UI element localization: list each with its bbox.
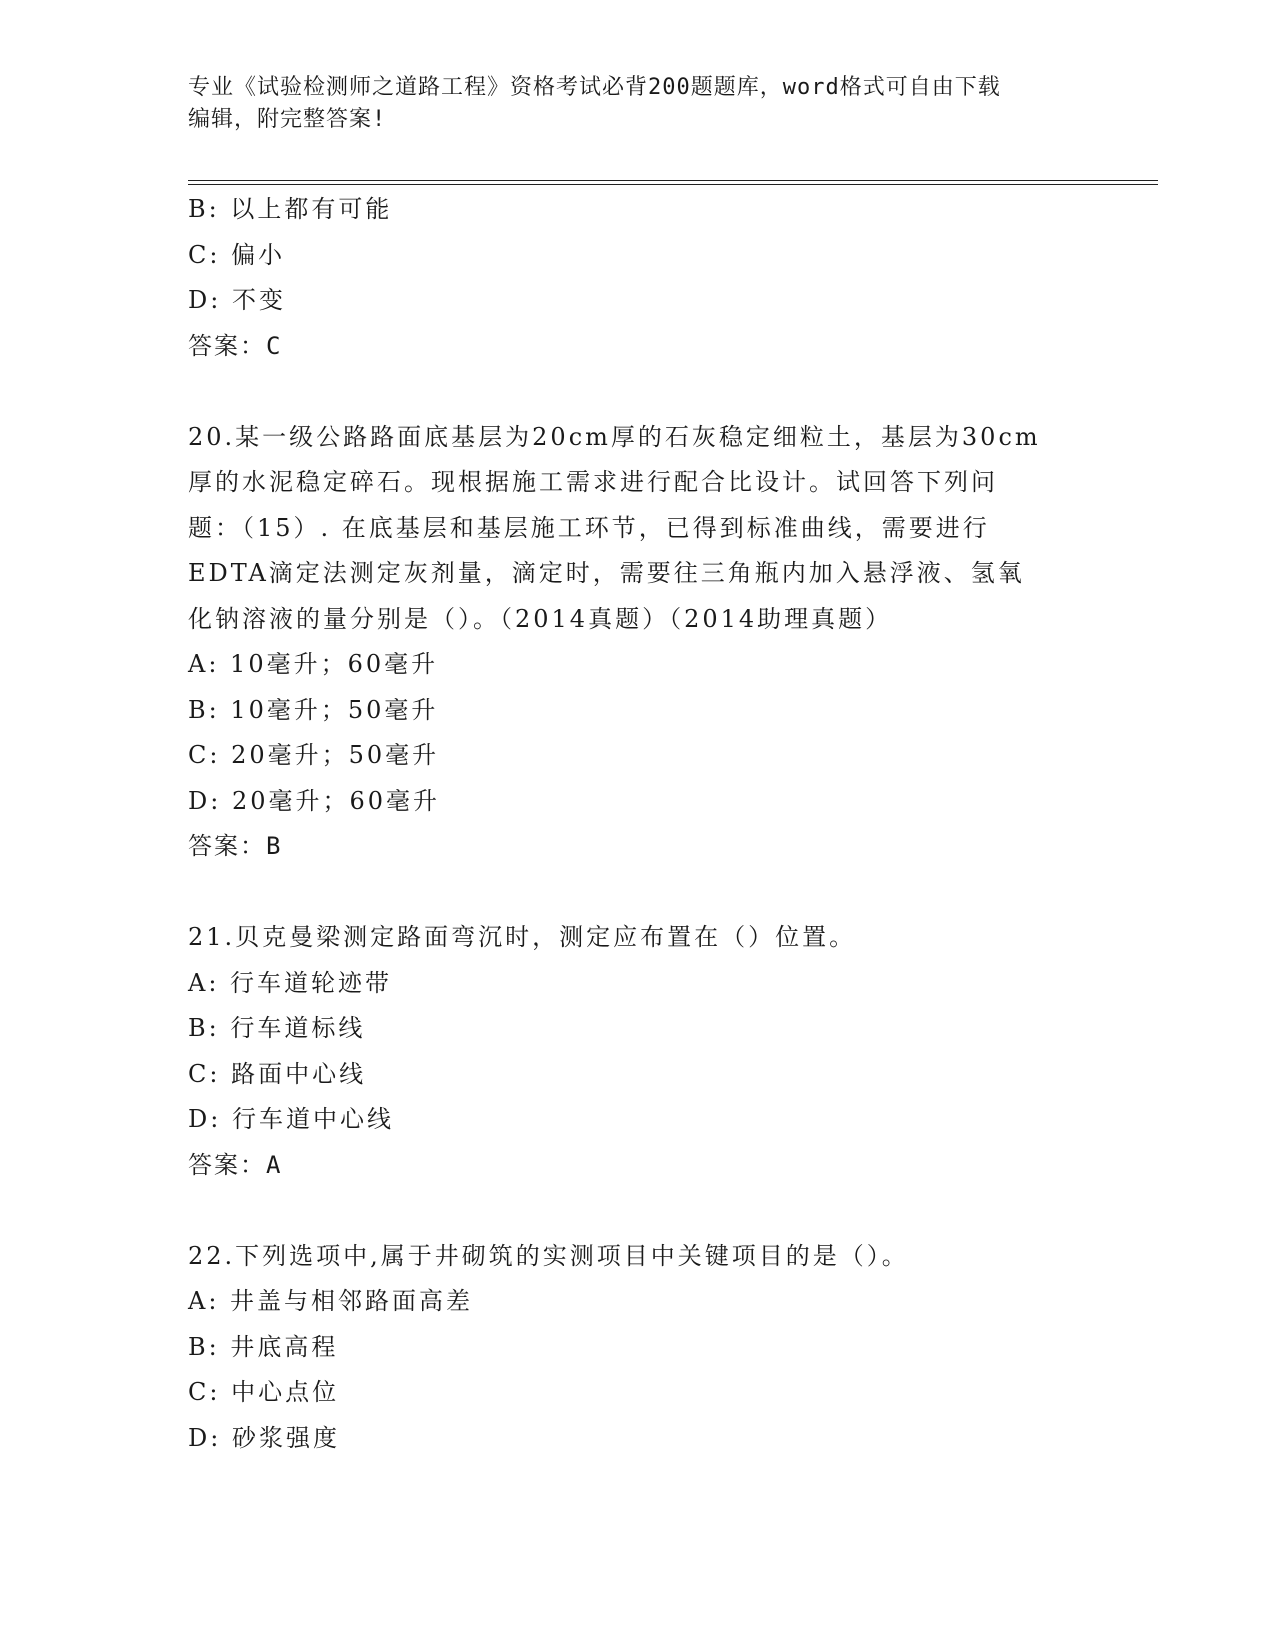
option-a: A: 行车道轮迹带 [188,968,393,997]
question-text-line: 21.贝克曼梁测定路面弯沉时，测定应布置在（）位置。 [188,923,857,951]
document-header [188,72,1068,136]
option-d: D: 行车道中心线 [188,1105,394,1133]
option-d: D: 20毫升；60毫升 [188,786,441,815]
option-b: B: 井底高程 [188,1332,339,1361]
question-20 [188,415,1088,870]
question-content [188,187,1088,1461]
option-c: C: 路面中心线 [188,1059,367,1088]
question-21 [188,915,1088,1188]
question-text-line: 22.下列选项中,属于井砌筑的实测项目中关键项目的是（）。 [188,1241,909,1270]
question-text-line: 化钠溶液的量分别是（）。（2014真题）（2014助理真题） [188,604,893,633]
question-text-line: 厚的水泥稳定碎石。现根据施工需求进行配合比设计。试回答下列问 [188,468,998,496]
question-22 [188,1234,1088,1462]
option-a: A: 10毫升；60毫升 [188,650,439,678]
option-d: D: 不变 [188,286,286,314]
option-b: B: 以上都有可能 [188,195,393,223]
option-b: B: 10毫升；50毫升 [188,695,439,724]
spacer [188,1188,1088,1234]
spacer [188,870,1088,916]
header-divider-top [188,180,1158,181]
option-c: C: 偏小 [188,240,286,269]
answer-label: 答案：C [188,331,283,360]
option-a: A: 井盖与相邻路面高差 [188,1287,474,1315]
option-d: D: 砂浆强度 [188,1423,340,1452]
option-c: C: 中心点位 [188,1378,340,1406]
option-c: C: 20毫升；50毫升 [188,741,440,769]
question-text-line: EDTA滴定法测定灰剂量，滴定时，需要往三角瓶内加入悬浮液、氢氧 [188,559,1025,587]
question-text-line: 题：（15）. 在底基层和基层施工环节，已得到标准曲线，需要进行 [188,513,990,542]
header-line-2: 编辑，附完整答案! [188,107,387,132]
header-line-1: 专业《试验检测师之道路工程》资格考试必背200题题库，word格式可自由下载 [188,75,1001,100]
header-divider-bottom [188,184,1158,185]
answer-label: 答案：A [188,1150,283,1179]
spacer [188,369,1088,415]
question-text-line: 20.某一级公路路面底基层为20cm厚的石灰稳定细粒土，基层为30cm [188,422,1041,451]
answer-label: 答案：B [188,832,283,860]
option-b: B: 行车道标线 [188,1014,366,1042]
prev-question [188,187,1088,369]
